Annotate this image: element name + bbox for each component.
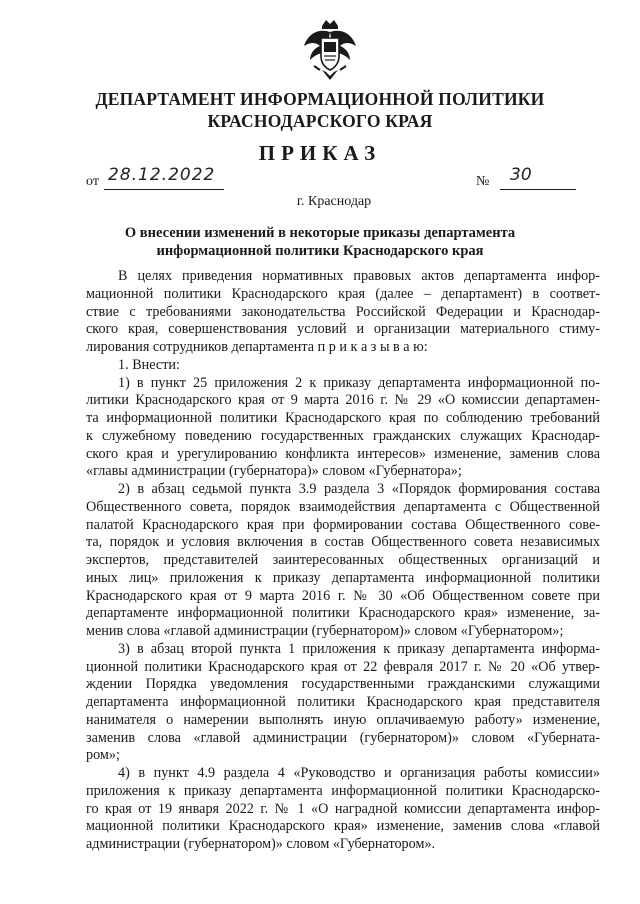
- subject-line-1: О внесении изменений в некоторые приказы департамента: [124, 225, 516, 241]
- order-subject: [0, 224, 640, 260]
- order-body: [86, 268, 600, 854]
- department-name-line-2: КРАСНОДАРСКОГО КРАЯ: [207, 111, 433, 131]
- body-line: нанимателя о намерении выполнять иную оплачиваемую работу» изменение,: [86, 711, 600, 728]
- body-line: та информационной политики Краснодарского края по соблюдению требований: [86, 410, 600, 426]
- body-line: 1. Внести:: [118, 356, 180, 373]
- body-line: приложения к приказу департамента информационной политики Краснодарско-: [86, 782, 600, 799]
- body-line: Краснодарского края от 9 марта 2016 г. № 30 «Об Общественном совете при: [86, 587, 600, 604]
- body-line: ром»;: [86, 747, 120, 764]
- department-name-line-1: ДЕПАРТАМЕНТ ИНФОРМАЦИОННОЙ ПОЛИТИКИ: [95, 89, 545, 109]
- department-name: [0, 88, 640, 132]
- coat-of-arms-emblem: [300, 18, 360, 82]
- handwritten-date: 28.12.2022: [108, 165, 216, 185]
- body-line: департамента информационной политики Краснодарского края представителя: [86, 694, 600, 710]
- body-line: менив слова «главой администрации (губернатором)» словом «Губернатором»;: [86, 623, 564, 639]
- number-prefix: №: [476, 174, 490, 189]
- body-line: иных лиц» приложения к приказу департамента информационной политики: [86, 569, 600, 586]
- body-line: Общественного совета, порядок взаимодействия департамента с Общественной: [86, 498, 600, 515]
- body-line: 3) в абзац второй пункта 1 приложения к приказу департамента информа-: [118, 640, 600, 657]
- body-line: та, порядок и условия включения в состав Общественного совета независимых: [86, 534, 600, 551]
- body-line: ского края, совершенствования условий и организации материального стиму-: [86, 321, 600, 338]
- body-line: заменив слова «главой администрации (губернатором)» словом «Губерната-: [86, 729, 600, 746]
- subject-line-2: информационной политики Краснодарского края: [156, 243, 484, 259]
- body-line: ждении Порядка уведомления государственными гражданскими служащими: [86, 676, 600, 693]
- body-line: мационной политики Краснодарского края» изменение, заменив слова «главой: [86, 818, 600, 835]
- body-line: В целях приведения нормативных правовых актов департамента инфор-: [118, 268, 600, 284]
- body-line: ского края и урегулированию конфликта интересов» изменение, заменив слова: [86, 445, 600, 462]
- handwritten-number: 30: [510, 165, 532, 185]
- body-line: го края от 19 января 2022 г. № 1 «О наградной комиссии департамента инфор-: [86, 800, 600, 817]
- body-line: департаменте информационной политики Краснодарского края» изменение, за-: [86, 605, 600, 622]
- body-line: экспертов, представителей заинтересованных общественных организаций и: [86, 552, 600, 568]
- body-line: к служебному поведению государственных гражданских служащих Краснодар-: [86, 427, 600, 444]
- body-line: 1) в пункт 25 приложения 2 к приказу департамента информационной по-: [118, 374, 600, 391]
- body-line: мационной политики Краснодарского края (далее – департамент) в соответ-: [86, 285, 600, 302]
- body-line: ствие с требованиями законодательства Российской Федерации и Краснодар-: [86, 303, 600, 320]
- body-line: «главы администрации (губернатора)» словом «Губернатора»;: [86, 463, 462, 480]
- body-line: литики Краснодарского края от 9 марта 2016 г. № 29 «О комиссии департамен-: [86, 392, 600, 409]
- body-line: ционной политики Краснодарского края от 22 февраля 2017 г. № 20 «Об утвер-: [86, 658, 600, 675]
- city-name: г. Краснодар: [296, 194, 372, 209]
- body-line: палатой Краснодарского края при формировании состава Общественного сове-: [86, 516, 600, 533]
- body-line: 4) в пункт 4.9 раздела 4 «Руководство и организация работы комиссии»: [118, 765, 600, 781]
- body-line: 2) в абзац седьмой пункта 3.9 раздела 3 «Порядок формирования состава: [118, 481, 600, 497]
- body-line: лирования сотрудников департамента п р и к а з ы в а ю:: [86, 339, 428, 355]
- document-type-title: ПРИКАЗ: [258, 141, 382, 165]
- date-prefix: от: [86, 174, 99, 189]
- body-line: администрации (губернатором)» словом «Губернатором».: [86, 836, 436, 852]
